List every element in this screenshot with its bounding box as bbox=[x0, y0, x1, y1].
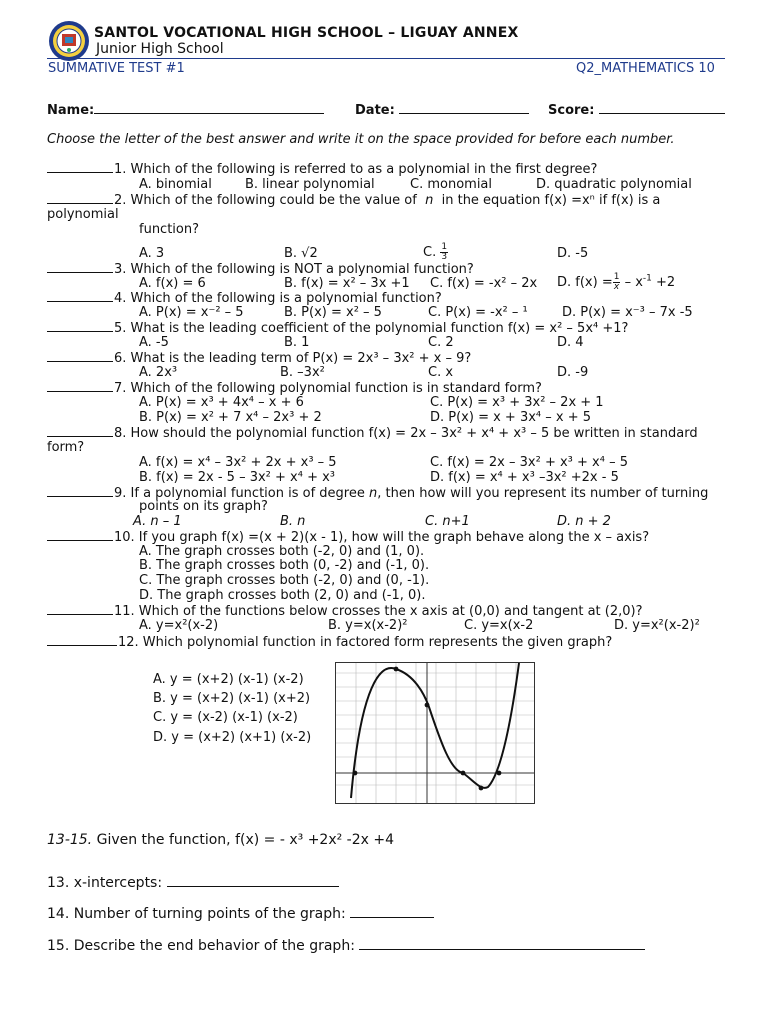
answer-blank-4[interactable] bbox=[47, 290, 113, 302]
q5-option-c: C. 2 bbox=[428, 335, 454, 350]
q12-polynomial-graph bbox=[335, 662, 535, 804]
question-5: 5. What is the leading coefficient of the polynomial function f(x) = x² – 5x⁴ +1? bbox=[47, 320, 628, 336]
q10-option-c: C. The graph crosses both (-2, 0) and (0, -1). bbox=[139, 573, 430, 588]
question-13: 13. x-intercepts: bbox=[47, 874, 339, 891]
q12-option-a: A. y = (x+2) (x-1) (x-2) bbox=[153, 672, 304, 687]
question-12: 12. Which polynomial function in factored form represents the given graph? bbox=[47, 634, 612, 650]
q12-option-c: C. y = (x-2) (x-1) (x-2) bbox=[153, 710, 298, 725]
q9-option-d: D. n + 2 bbox=[557, 514, 611, 529]
q7-option-c: C. P(x) = x³ + 3x² – 2x + 1 bbox=[430, 395, 604, 410]
answer-blank-9[interactable] bbox=[47, 485, 113, 497]
header-divider bbox=[47, 58, 725, 59]
answer-blank-3[interactable] bbox=[47, 261, 113, 273]
question-14: 14. Number of turning points of the graph: bbox=[47, 905, 434, 922]
q4-option-a: A. P(x) = x⁻² – 5 bbox=[139, 305, 244, 320]
q13-15-intro: 13-15. Given the function, f(x) = - x³ +2x² -2x +4 bbox=[47, 832, 395, 848]
q6-option-a: A. 2x³ bbox=[139, 365, 178, 380]
q2-stem-function: function? bbox=[139, 222, 200, 237]
question-9: 9. If a polynomial function is of degree n, then how will you represent its number of turning bbox=[47, 485, 708, 501]
q2-option-c: C. $\frac{1}{3}$ bbox=[423, 242, 448, 262]
subject-code: Q2_MATHEMATICS 10 bbox=[576, 61, 715, 76]
q8-option-d: D. f(x) = x⁴ + x³ –3x² +2x - 5 bbox=[430, 470, 619, 485]
q8-option-a: A. f(x) = x⁴ – 3x² + 2x + x³ – 5 bbox=[139, 455, 337, 470]
q7-option-d: D. P(x) = x + 3x⁴ – x + 5 bbox=[430, 410, 592, 425]
question-3: 3. Which of the following is NOT a polynomial function? bbox=[47, 261, 474, 277]
question-15: 15. Describe the end behavior of the graph: bbox=[47, 937, 645, 954]
answer-blank-15[interactable] bbox=[359, 937, 645, 950]
q5-option-b: B. 1 bbox=[284, 335, 310, 350]
q1-option-d: D. quadratic polynomial bbox=[536, 177, 692, 192]
q5-option-d: D. 4 bbox=[557, 335, 584, 350]
question-4: 4. Which of the following is a polynomial function? bbox=[47, 290, 442, 306]
score-label: Score: bbox=[548, 103, 595, 118]
q9-option-c: C. n+1 bbox=[425, 514, 470, 529]
q4-option-d: D. P(x) = x⁻³ – 7x -5 bbox=[562, 305, 693, 320]
date-label: Date: bbox=[355, 103, 395, 118]
school-name: SANTOL VOCATIONAL HIGH SCHOOL – LIGUAY ANNEX bbox=[94, 25, 519, 41]
q2-option-a: A. 3 bbox=[139, 246, 165, 261]
q9-stem-continued: points on its graph? bbox=[139, 499, 268, 514]
q3-option-c: C. f(x) = -x² – 2x bbox=[430, 276, 538, 291]
q3-option-d: D. f(x) = $\frac{1}{x}$ – $x^{-1} +2$ bbox=[557, 272, 676, 292]
answer-blank-5[interactable] bbox=[47, 320, 113, 332]
score-field[interactable] bbox=[548, 101, 725, 118]
q12-option-b: B. y = (x+2) (x-1) (x+2) bbox=[153, 691, 311, 706]
answer-blank-8[interactable] bbox=[47, 425, 113, 437]
answer-blank-13[interactable] bbox=[167, 874, 339, 887]
school-level: Junior High School bbox=[96, 41, 224, 57]
q7-option-a: A. P(x) = x³ + 4x⁴ – x + 6 bbox=[139, 395, 304, 410]
q6-option-d: D. -9 bbox=[557, 365, 589, 380]
answer-blank-6[interactable] bbox=[47, 350, 113, 362]
answer-blank-11[interactable] bbox=[47, 603, 113, 615]
q4-option-b: B. P(x) = x² – 5 bbox=[284, 305, 382, 320]
question-7: 7. Which of the following polynomial function is in standard form? bbox=[47, 380, 542, 396]
q8-option-b: B. f(x) = 2x - 5 – 3x² + x⁴ + x³ bbox=[139, 470, 336, 485]
q6-option-b: B. –3x² bbox=[280, 365, 325, 380]
name-label: Name: bbox=[47, 103, 95, 118]
test-title: SUMMATIVE TEST #1 bbox=[48, 61, 185, 76]
q8-stem-continued: form? bbox=[47, 440, 85, 455]
q2-option-b: B. √2 bbox=[284, 246, 318, 261]
name-field[interactable] bbox=[47, 101, 324, 118]
question-11: 11. Which of the functions below crosses the x axis at (0,0) and tangent at (2,0)? bbox=[47, 603, 643, 619]
answer-blank-1[interactable] bbox=[47, 161, 113, 173]
q3-option-b: B. f(x) = x² – 3x +1 bbox=[284, 276, 410, 291]
question-10: 10. If you graph f(x) =(x + 2)(x - 1), how will the graph behave along the x – axis? bbox=[47, 529, 649, 545]
q9-option-a: A. n – 1 bbox=[133, 514, 182, 529]
q2-stem-continued: polynomial bbox=[47, 207, 119, 222]
answer-blank-10[interactable] bbox=[47, 529, 113, 541]
q1-option-b: B. linear polynomial bbox=[245, 177, 375, 192]
q6-option-c: C. x bbox=[428, 365, 454, 380]
q4-option-c: C. P(x) = -x² – ¹ bbox=[428, 305, 528, 320]
q3-option-a: A. f(x) = 6 bbox=[139, 276, 206, 291]
q11-option-c: C. y=x(x-2 bbox=[464, 618, 534, 633]
q11-option-d: D. y=x²(x-2)² bbox=[614, 618, 700, 633]
question-1: 1. Which of the following is referred to as a polynomial in the first degree? bbox=[47, 161, 597, 177]
answer-blank-7[interactable] bbox=[47, 380, 113, 392]
q10-option-b: B. The graph crosses both (0, -2) and (-1, 0). bbox=[139, 558, 430, 573]
question-8: 8. How should the polynomial function f(x) = 2x – 3x² + x⁴ + x³ – 5 be written in standard bbox=[47, 425, 698, 441]
question-6: 6. What is the leading term of P(x) = 2x³ – 3x² + x – 9? bbox=[47, 350, 471, 366]
graph-grid bbox=[336, 663, 534, 803]
q9-option-b: B. n bbox=[280, 514, 306, 529]
school-logo-icon bbox=[48, 20, 90, 62]
q12-option-d: D. y = (x+2) (x+1) (x-2) bbox=[153, 730, 312, 745]
q10-option-d: D. The graph crosses both (2, 0) and (-1, 0). bbox=[139, 588, 426, 603]
instructions: Choose the letter of the best answer and write it on the space provided for before each number. bbox=[47, 132, 675, 147]
question-2: 2. Which of the following could be the value of n in the equation f(x) =xⁿ if f(x) is a bbox=[47, 192, 660, 208]
q2-option-d: D. -5 bbox=[557, 246, 589, 261]
date-field[interactable] bbox=[355, 101, 529, 118]
q1-option-c: C. monomial bbox=[410, 177, 493, 192]
q10-option-a: A. The graph crosses both (-2, 0) and (1, 0). bbox=[139, 544, 425, 559]
answer-blank-12[interactable] bbox=[47, 634, 117, 646]
answer-blank-2[interactable] bbox=[47, 192, 113, 204]
q11-option-a: A. y=x²(x-2) bbox=[139, 618, 219, 633]
q7-option-b: B. P(x) = x² + 7 x⁴ – 2x³ + 2 bbox=[139, 410, 322, 425]
q1-option-a: A. binomial bbox=[139, 177, 212, 192]
q8-option-c: C. f(x) = 2x – 3x² + x³ + x⁴ – 5 bbox=[430, 455, 628, 470]
q5-option-a: A. -5 bbox=[139, 335, 169, 350]
q11-option-b: B. y=x(x-2)² bbox=[328, 618, 408, 633]
answer-blank-14[interactable] bbox=[350, 905, 434, 918]
